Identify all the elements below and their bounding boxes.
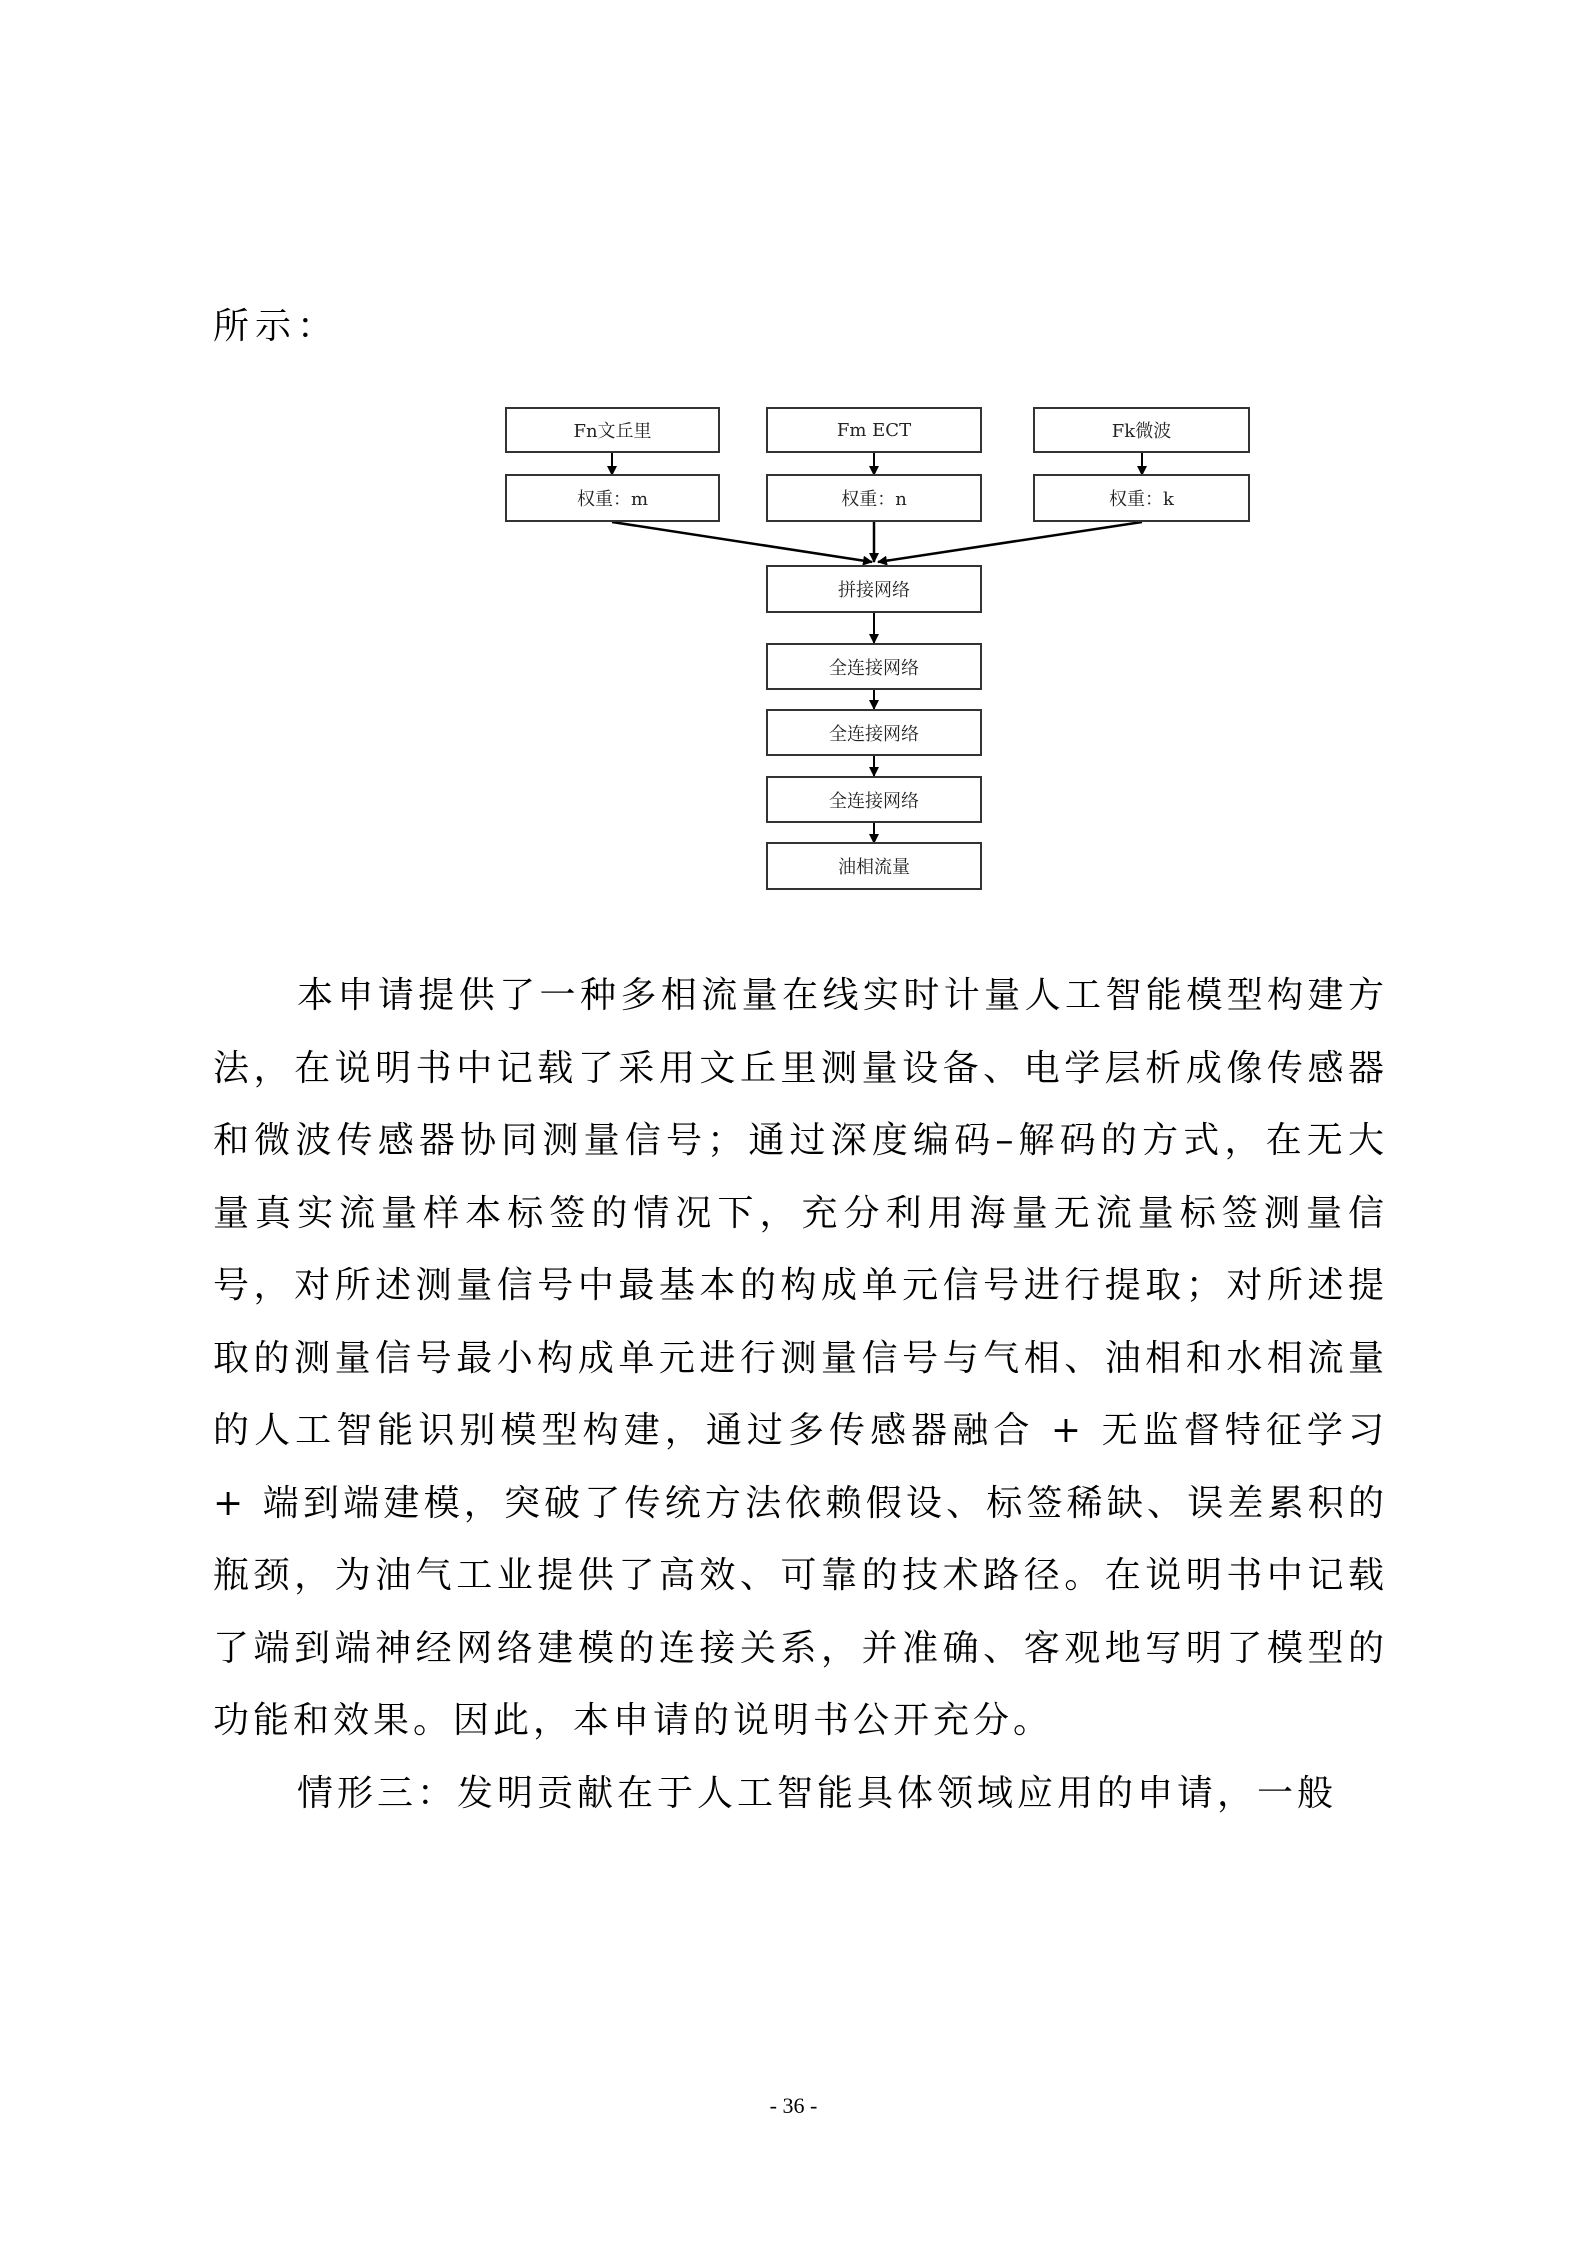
source-box-venturi: Fn文丘里: [505, 407, 720, 453]
fc-layer-box-2: 全连接网络: [766, 709, 982, 756]
source-box-ect: Fm ECT: [766, 407, 982, 453]
output-box-oil-flow: 油相流量: [766, 842, 982, 890]
concat-network-box: 拼接网络: [766, 565, 982, 613]
intro-line: 所示：: [213, 306, 340, 347]
body-text: [213, 960, 1388, 1830]
weight-box-m: 权重：m: [505, 474, 720, 522]
fc-layer-box-3: 全连接网络: [766, 776, 982, 823]
flowchart-diagram: [500, 395, 1260, 915]
source-box-microwave: Fk微波: [1033, 407, 1250, 453]
page-number: - 36 -: [769, 2093, 818, 2118]
arrow-weight1-concat: [612, 522, 872, 562]
paragraph: 本申请提供了一种多相流量在线实时计量人工智能模型构建方法，在说明书中记载了采用文丘里测量设备、电学层析成像传感器和微波传感器协同测量信号；通过深度编码–解码的方式，在无大量真实流量样本标签的情况下，充分利用海量无流量标签测量信号，对所述测量信号中最基本的构成单元信号进行提取；对所述提取的测量信号最小构成单元进行测量信号与气相、油相和水相流量的人工智能识别模型构建，通过多传感器融合 + 无监督特征学习 + 端到端建模，突破了传统方法依赖假设、标签稀缺、误差累积的瓶颈，为油气工业提供了高效、可靠的技术路径。在说明书中记载了端到端神经网络建模的连接关系，并准确、客观地写明了模型的功能和效果。因此，本申请的说明书公开充分。: [213, 975, 1388, 1741]
fc-layer-box-1: 全连接网络: [766, 643, 982, 690]
paragraph: 情形三：发明贡献在于人工智能具体领域应用的申请，一般: [297, 1772, 1338, 1814]
weight-box-k: 权重：k: [1033, 474, 1250, 522]
arrow-weight3-concat: [878, 522, 1142, 562]
weight-box-n: 权重：n: [766, 474, 982, 522]
